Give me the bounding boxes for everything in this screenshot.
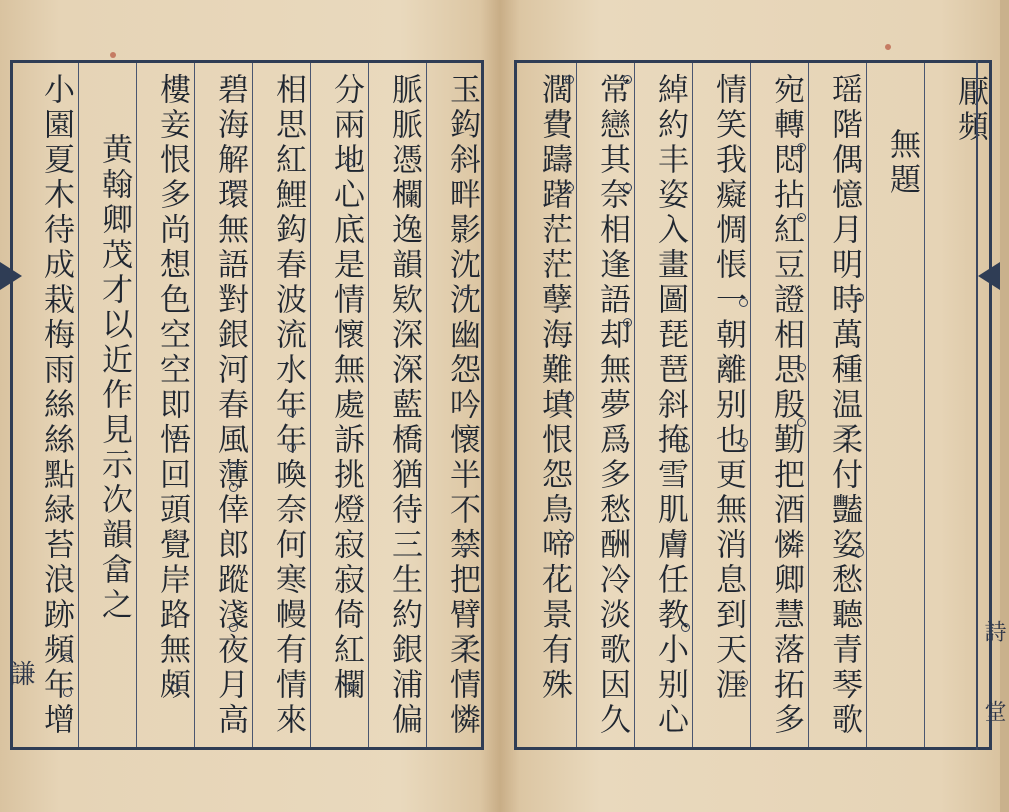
punctuation-circle [797, 363, 806, 372]
column-text: 相思紅鯉鈎春波流水年年喚奈何寒幔有情來 [270, 73, 306, 738]
left-page-frame [10, 60, 484, 750]
left-page-column [78, 63, 136, 747]
column-text: 綽約丰姿入畫圖琵琶斜掩雪肌膚任教小别心 [652, 73, 688, 738]
right-page-column [866, 63, 924, 747]
punctuation-circle [739, 298, 748, 307]
left-page-column [426, 63, 484, 747]
column-text: 小園夏木待成栽梅雨絲絲點緑苔浪跡頻年增 [38, 73, 74, 738]
left-page-column [136, 63, 194, 747]
punctuation-circle [461, 543, 470, 552]
punctuation-circle [797, 418, 806, 427]
punctuation-circle [229, 183, 238, 192]
column-text: 常戀其奈相逢語却無夢爲多愁酬冷淡歌因久 [594, 73, 630, 738]
column-text: 濶費躊躇茫茫孽海難填恨怨鳥啼花景有殊 [536, 73, 572, 703]
column-text: 黄翰卿茂才以近作見示次韻畣之 [96, 133, 132, 623]
punctuation-circle [797, 143, 806, 152]
left-page-column [310, 63, 368, 747]
right-page-column [519, 63, 576, 747]
punctuation-circle [171, 683, 180, 692]
seal-dot [885, 44, 891, 50]
punctuation-circle [565, 533, 574, 542]
right-page-column [808, 63, 866, 747]
column-text: 宛轉悶拈紅豆證相思殷勤把酒憐卿慧落拓多 [768, 73, 804, 738]
punctuation-circle [565, 75, 574, 84]
column-text: 玉鈎斜畔影沈沈幽怨吟懷半不禁把臂柔情憐 [444, 73, 480, 738]
column-text: 樓妾恨多尚想色空空即悟回頭覺岸路無頗 [154, 73, 190, 703]
column-text: 分兩地心底是情懷無處訴挑燈寂寂倚紅欄 [328, 73, 364, 703]
left-page-column [368, 63, 426, 747]
punctuation-circle [345, 683, 354, 692]
right-page-column [692, 63, 750, 747]
punctuation-circle [403, 363, 412, 372]
punctuation-circle [229, 623, 238, 632]
punctuation-circle [171, 433, 180, 442]
punctuation-circle [623, 318, 632, 327]
punctuation-circle [287, 443, 296, 452]
margin-text: 謙 [5, 660, 35, 686]
column-text: 瑶階偶憶月明時萬種温柔付豔姿愁聽青琴歌 [826, 73, 862, 738]
column-text: 脈脈憑欄逸韻欵深深藍橋猶待三生約銀浦偏 [386, 73, 422, 738]
margin-text: 堂 [981, 700, 1006, 722]
column-text: 情笑我癡惆悵一朝離别也更無消息到天涯 [710, 73, 746, 703]
seal-dot [110, 52, 116, 58]
punctuation-circle [855, 548, 864, 557]
punctuation-circle [739, 438, 748, 447]
punctuation-circle [739, 678, 748, 687]
punctuation-circle [681, 443, 690, 452]
punctuation-circle [287, 408, 296, 417]
punctuation-circle [461, 288, 470, 297]
punctuation-circle [623, 75, 632, 84]
right-page-column [750, 63, 808, 747]
left-page-column [194, 63, 252, 747]
punctuation-circle [565, 393, 574, 402]
right-page-frame [514, 60, 992, 750]
next-page-edge [976, 60, 1006, 750]
punctuation-circle [63, 688, 72, 697]
margin-text: 詩 [981, 620, 1006, 642]
punctuation-circle [623, 183, 632, 192]
punctuation-circle [681, 623, 690, 632]
punctuation-circle [565, 183, 574, 192]
left-page-column [18, 63, 78, 747]
punctuation-circle [63, 653, 72, 662]
punctuation-circle [345, 158, 354, 167]
poem-heading: 無題 [884, 128, 920, 198]
punctuation-circle [229, 463, 238, 472]
page-title: 厭頻 [952, 75, 988, 145]
punctuation-circle [797, 213, 806, 222]
right-page-column [576, 63, 634, 747]
right-page-column [634, 63, 692, 747]
punctuation-circle [855, 293, 864, 302]
left-page-column [252, 63, 310, 747]
punctuation-circle [229, 483, 238, 492]
column-text: 碧海解環無語對銀河春風薄倖郎蹤淺夜月高 [212, 73, 248, 738]
